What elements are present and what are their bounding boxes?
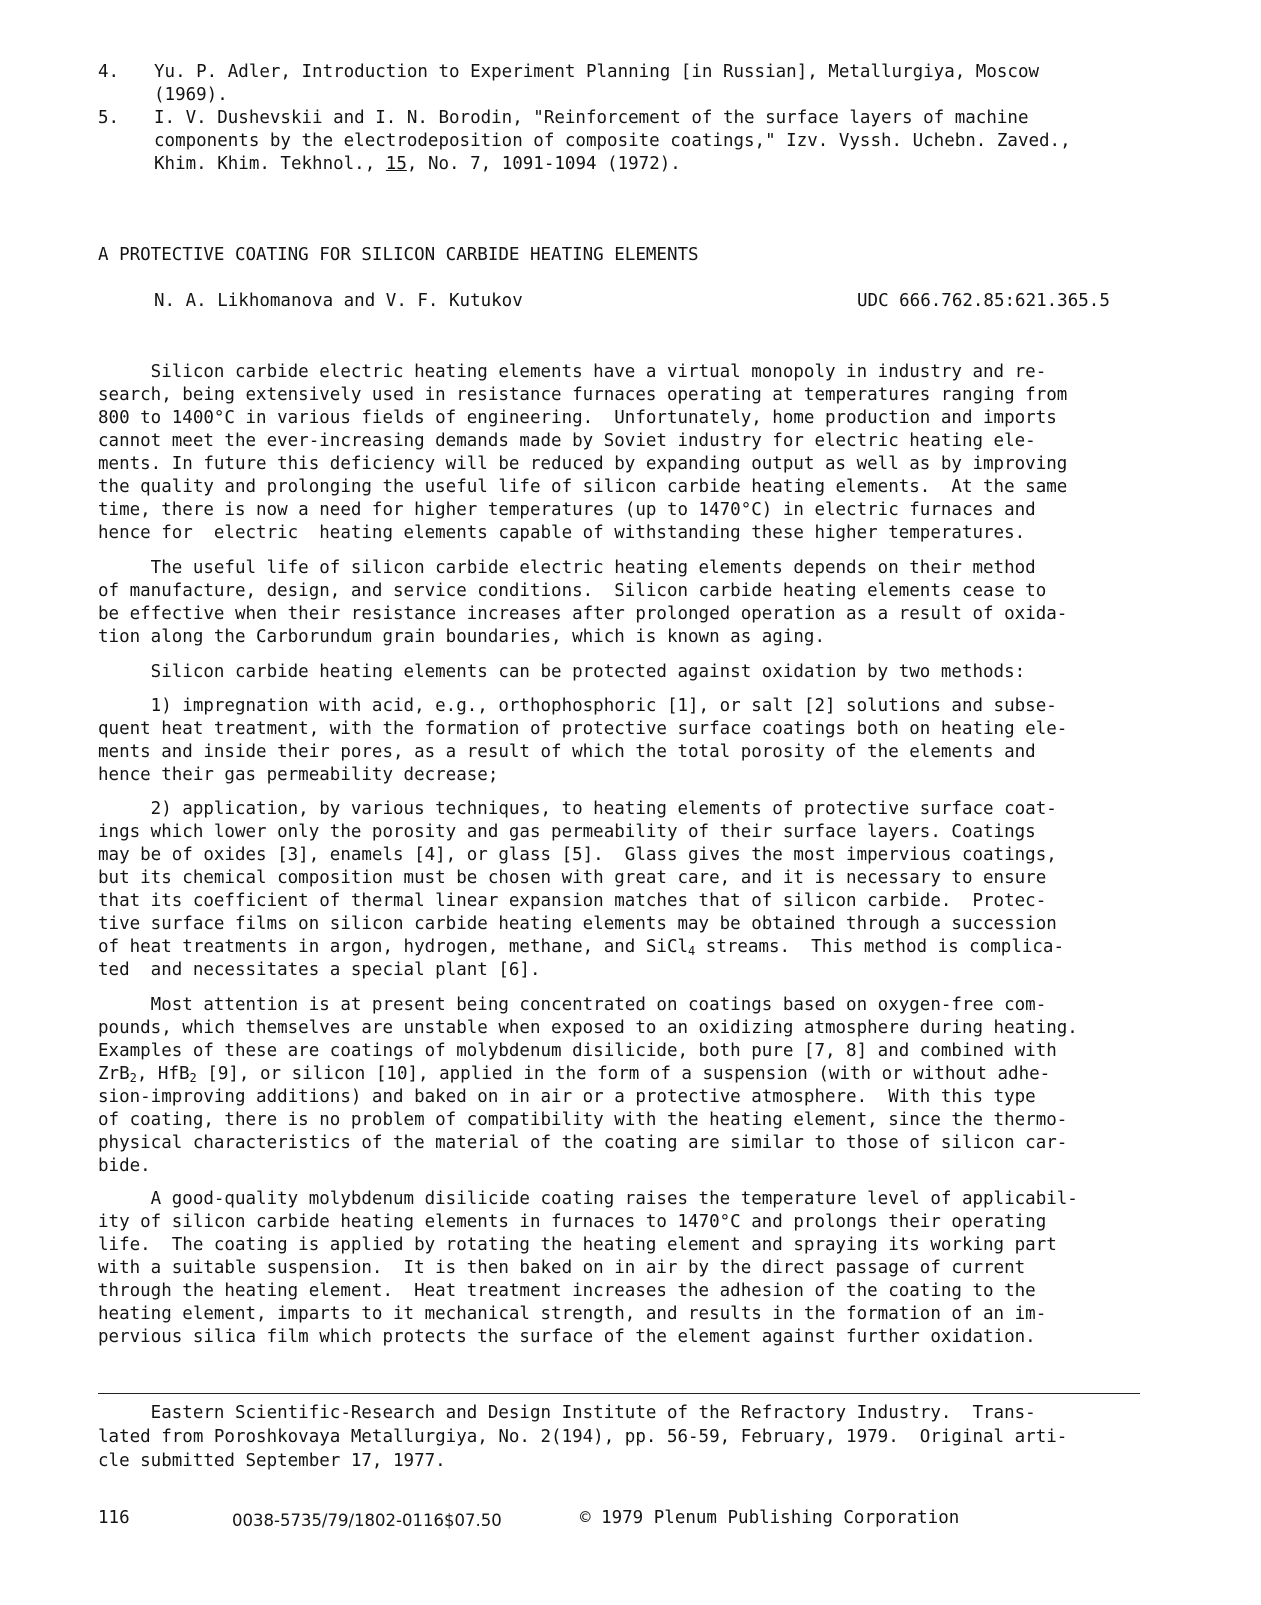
subscript: 2	[189, 1071, 197, 1085]
paragraph-line: Silicon carbide heating elements can be protected against oxidation by two methods:	[98, 662, 1026, 682]
paragraph-text: [9], or silicon [10], applied in the form of a suspension (with or without adhe-	[196, 1064, 1051, 1084]
footnote-line: cle submitted September 17, 1977.	[98, 1451, 446, 1471]
paragraph-line: that its coefficient of thermal linear expansion matches that of silicon carbide. Protec-	[98, 891, 1047, 911]
paragraph-line: physical characteristics of the material of the coating are similar to those of silicon car-	[98, 1133, 1068, 1153]
paragraph-line: 2) application, by various techniques, to heating elements of protective surface coat-	[98, 799, 1057, 819]
paragraph-line: but its chemical composition must be chosen with great care, and it is necessary to ensure	[98, 868, 1047, 888]
paragraph-line: tion along the Carborundum grain boundaries, which is known as aging.	[98, 627, 825, 647]
paragraph-line: 800 to 1400°C in various fields of engineering. Unfortunately, home production and imports	[98, 408, 1057, 428]
body-paragraph	[98, 798, 1158, 982]
paragraph-line: ments. In future this deficiency will be reduced by expanding output as well as by improving	[98, 454, 1068, 474]
footnote-rule	[98, 1393, 1140, 1394]
reference-line: (1969).	[154, 85, 228, 105]
reference-volume: 15	[385, 154, 407, 174]
paragraph-line: hence their gas permeability decrease;	[98, 765, 499, 785]
article-authors: N. A. Likhomanova and V. F. Kutukov	[154, 291, 523, 311]
paragraph-line: tive surface films on silicon carbide heating elements may be obtained through a succession	[98, 914, 1057, 934]
paragraph-line: through the heating element. Heat treatment increases the adhesion of the coating to the	[98, 1281, 1036, 1301]
article-udc: UDC 666.762.85:621.365.5	[857, 291, 1110, 311]
article-title: A PROTECTIVE COATING FOR SILICON CARBIDE HEATING ELEMENTS	[98, 245, 699, 265]
reference-line	[154, 153, 1154, 176]
paragraph-text: , HfB	[136, 1064, 190, 1084]
reference-number: 4.	[98, 62, 120, 82]
paragraph-line	[98, 936, 1158, 959]
paragraph-line: bide.	[98, 1156, 151, 1176]
footnote	[98, 1401, 1158, 1473]
paragraph-line: 1) impregnation with acid, e.g., orthophosphoric [1], or salt [2] solutions and subse-	[98, 696, 1057, 716]
paragraph-line: Most attention is at present being concentrated on coatings based on oxygen-free com-	[98, 995, 1047, 1015]
reference-text: , No. 7, 1091-1094 (1972).	[406, 154, 681, 174]
paragraph-line: with a suitable suspension. It is then baked on in air by the direct passage of current	[98, 1258, 1026, 1278]
paragraph-line: cannot meet the ever-increasing demands made by Soviet industry for electric heating ele-	[98, 431, 1036, 451]
paragraph-line: heating element, imparts to it mechanical strength, and results in the formation of an im-	[98, 1304, 1047, 1324]
body-paragraph	[98, 361, 1158, 545]
subscript: 2	[129, 1071, 137, 1085]
reference-text: Khim. Khim. Tekhnol.,	[154, 154, 386, 174]
paragraph-line: of coating, there is no problem of compatibility with the heating element, since the thermo-	[98, 1110, 1068, 1130]
body-paragraph	[98, 695, 1158, 787]
paragraph-line: may be of oxides [3], enamels [4], or glass [5]. Glass gives the most impervious coatings,	[98, 845, 1057, 865]
reference-line: I. V. Dushevskii and I. N. Borodin, "Reinforcement of the surface layers of machine	[154, 108, 1029, 128]
paragraph-line: search, being extensively used in resistance furnaces operating at temperatures ranging from	[98, 385, 1068, 405]
paragraph-text: ZrB	[98, 1064, 130, 1084]
paragraph-line: A good-quality molybdenum disilicide coating raises the temperature level of applicabil-	[98, 1189, 1078, 1209]
paragraph-line: ted and necessitates a special plant [6].	[98, 960, 541, 980]
copyright-notice: © 1979 Plenum Publishing Corporation	[580, 1508, 960, 1528]
paragraph-line: time, there is now a need for higher temperatures (up to 1470°C) in electric furnaces and	[98, 500, 1036, 520]
paragraph-text: of heat treatments in argon, hydrogen, methane, and SiCl	[98, 937, 689, 957]
paragraph-line: ings which lower only the porosity and gas permeability of their surface layers. Coatings	[98, 822, 1036, 842]
paragraph-line: be effective when their resistance increases after prolonged operation as a result of oxida-	[98, 604, 1068, 624]
body-paragraph	[98, 1188, 1158, 1349]
reference-line: Yu. P. Adler, Introduction to Experiment Planning [in Russian], Metallurgiya, Moscow	[154, 62, 1040, 82]
body-paragraph	[98, 557, 1158, 649]
paragraph-line: quent heat treatment, with the formation of protective surface coatings both on heating ele-	[98, 719, 1068, 739]
paragraph-line: pervious silica film which protects the surface of the element against further oxidation.	[98, 1327, 1036, 1347]
footnote-line: Eastern Scientific-Research and Design Institute of the Refractory Industry. Trans-	[98, 1403, 1036, 1423]
publication-code: 0038-5735/79/1802-0116$07.50	[232, 1511, 502, 1530]
paragraph-text: streams. This method is complica-	[695, 937, 1065, 957]
reference-line: components by the electrodeposition of composite coatings," Izv. Vyssh. Uchebn. Zaved.,	[154, 131, 1071, 151]
page-number: 116	[98, 1508, 130, 1528]
footnote-line: lated from Poroshkovaya Metallurgiya, No. 2(194), pp. 56-59, February, 1979. Original arti-	[98, 1427, 1068, 1447]
paragraph-line	[98, 1063, 1158, 1086]
paragraph-line: of manufacture, design, and service conditions. Silicon carbide heating elements cease to	[98, 581, 1047, 601]
body-paragraph	[98, 994, 1158, 1178]
paragraph-line: the quality and prolonging the useful life of silicon carbide heating elements. At the same	[98, 477, 1068, 497]
paragraph-line: ments and inside their pores, as a result of which the total porosity of the elements and	[98, 742, 1036, 762]
paragraph-line: life. The coating is applied by rotating the heating element and spraying its working part	[98, 1235, 1057, 1255]
paragraph-line: Examples of these are coatings of molybdenum disilicide, both pure [7, 8] and combined with	[98, 1041, 1057, 1061]
paragraph-line: hence for electric heating elements capable of withstanding these higher temperatures.	[98, 523, 1026, 543]
paragraph-line: pounds, which themselves are unstable when exposed to an oxidizing atmosphere during heating.	[98, 1018, 1078, 1038]
paragraph-line: ity of silicon carbide heating elements in furnaces to 1470°C and prolongs their operating	[98, 1212, 1047, 1232]
paragraph-line: The useful life of silicon carbide electric heating elements depends on their method	[98, 558, 1036, 578]
paragraph-line: sion-improving additions) and baked on in air or a protective atmosphere. With this type	[98, 1087, 1036, 1107]
body-paragraph	[98, 661, 1158, 684]
subscript: 4	[688, 944, 696, 958]
reference-number: 5.	[98, 108, 120, 128]
paragraph-line: Silicon carbide electric heating elements have a virtual monopoly in industry and re-	[98, 362, 1047, 382]
